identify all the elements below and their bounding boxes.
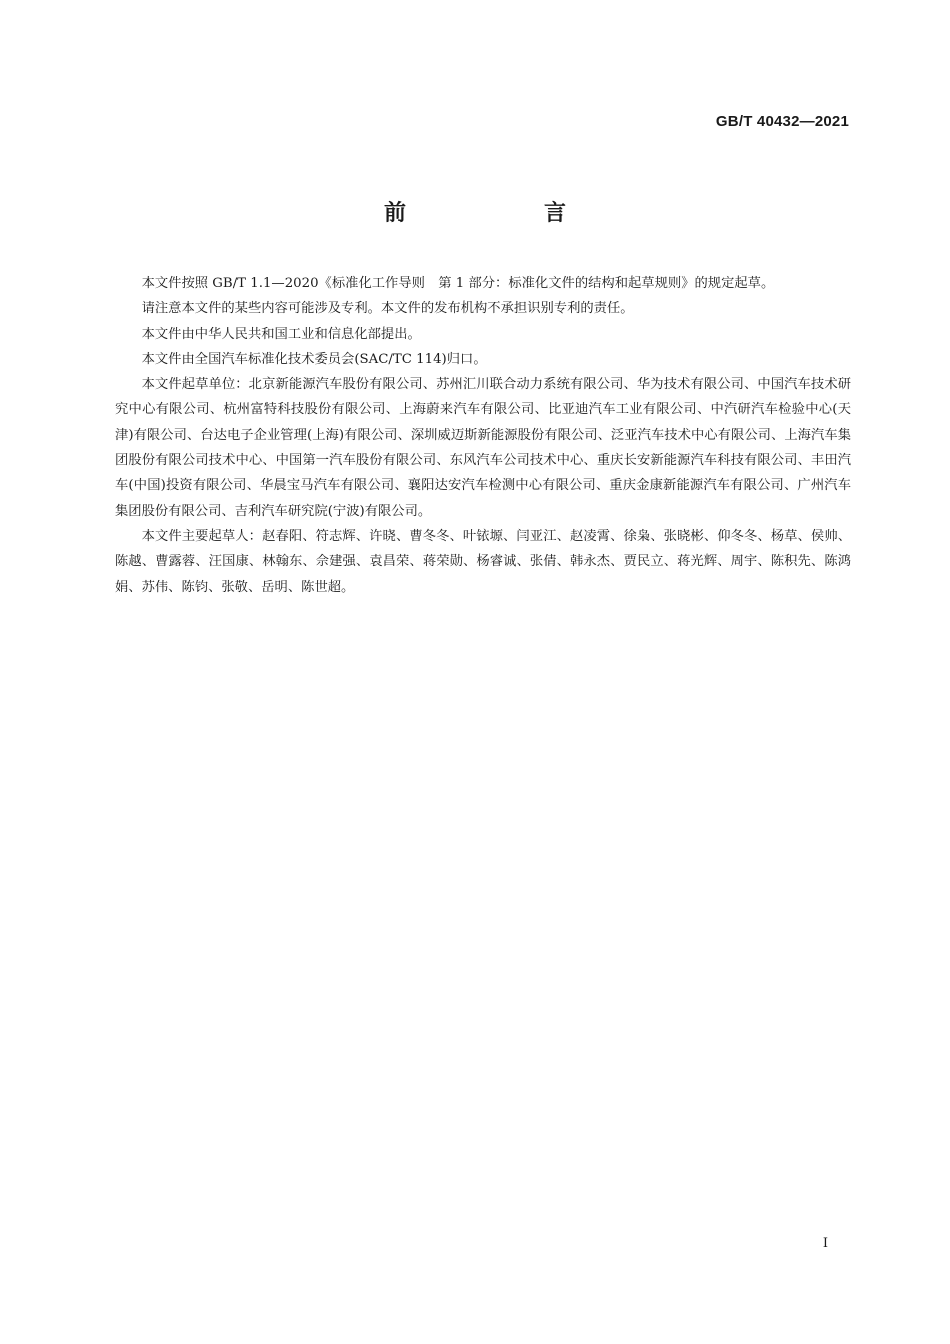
paragraph-governing-committee: 本文件由全国汽车标准化技术委员会(SAC/TC 114)归口。 xyxy=(141,351,487,367)
page-number: I xyxy=(822,1236,828,1251)
standard-number: GB/T 40432—2021 xyxy=(715,113,849,130)
paragraph-proposer: 本文件由中华人民共和国工业和信息化部提出。 xyxy=(141,326,421,342)
paragraph-patent-notice: 请注意本文件的某些内容可能涉及专利。本文件的发布机构不承担识别专利的责任。 xyxy=(141,301,634,317)
page-title: 前 言 xyxy=(383,201,624,226)
paragraph-drafting-rules: 本文件按照 GB/T 1.1—2020《标准化工作导则 第 1 部分：标准化文件的结构和起草规则》的规定起草。 xyxy=(141,276,775,291)
foreword-body xyxy=(115,271,851,600)
paragraph-drafting-organizations: 本文件起草单位：北京新能源汽车股份有限公司、苏州汇川联合动力系统有限公司、华为技术有限公司、中国汽车技术研究中心有限公司、杭州富特科技股份有限公司、上海蔚来汽车有限公司、比亚迪汽车工业有限公司、中汽研汽车检验中心(天津)有限公司、台达电子企业管理(上海)有限公司、深圳威迈斯新能源股份有限公司、泛亚汽车技术中心有限公司、上海汽车集团股份有限公司技术中心、中国第一汽车股份有限公司、东风汽车公司技术中心、重庆长安新能源汽车科技有限公司、丰田汽车(中国)投资有限公司、华晨宝马汽车有限公司、襄阳达安汽车检测中心有限公司、重庆金康新能源汽车有限公司、广州汽车集团股份有限公司、吉利汽车研究院(宁波)有限公司。 xyxy=(115,377,851,519)
paragraph-drafters: 本文件主要起草人：赵春阳、符志辉、许晓、曹冬冬、叶铱塬、闫亚江、赵凌霄、徐枭、张晓彬、仰冬冬、杨草、侯帅、陈越、曹露蓉、汪国康、林翰东、佘建强、袁昌荣、蒋荣勋、杨睿诚、张倩、韩永杰、贾民立、蒋光辉、周宇、陈积先、陈鸿娟、苏伟、陈钧、张敬、岳明、陈世超。 xyxy=(115,528,851,595)
